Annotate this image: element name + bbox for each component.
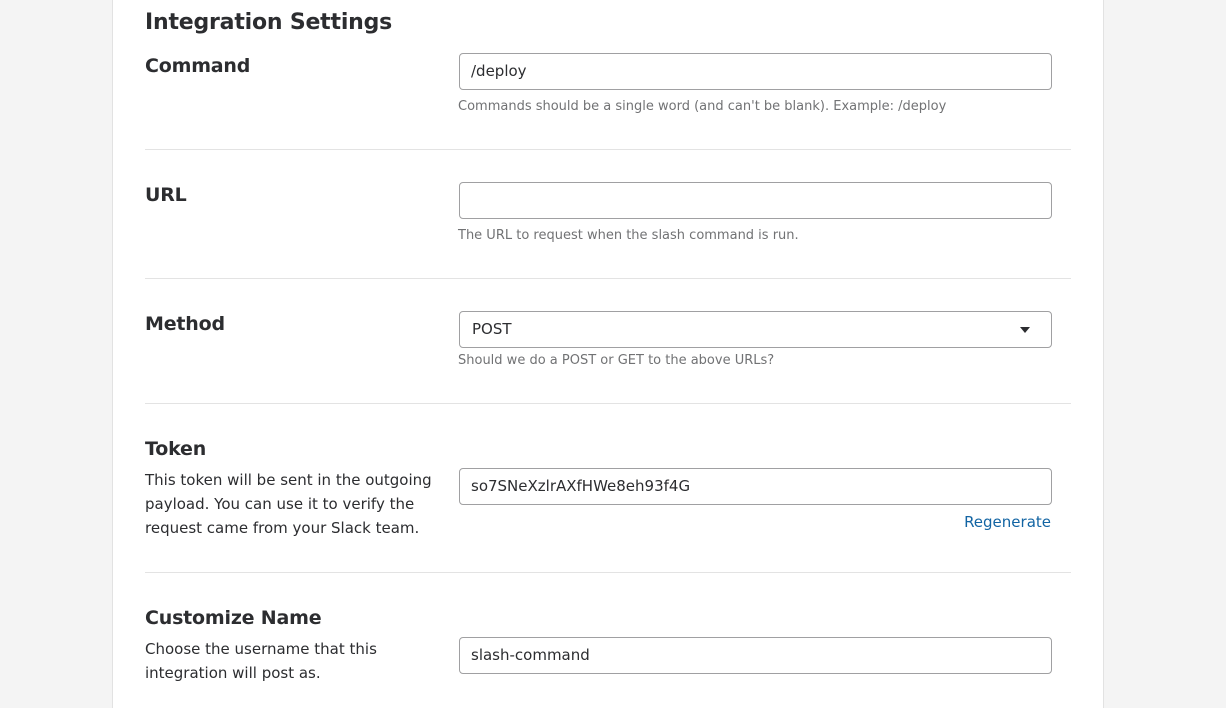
method-label: Method bbox=[145, 313, 225, 335]
customize-name-label: Customize Name bbox=[145, 607, 322, 629]
url-input[interactable] bbox=[459, 182, 1052, 219]
divider bbox=[145, 572, 1071, 573]
method-help: Should we do a POST or GET to the above URLs? bbox=[458, 353, 775, 368]
divider bbox=[145, 403, 1071, 404]
url-label: URL bbox=[145, 184, 187, 206]
command-label: Command bbox=[145, 55, 251, 77]
caret-down-icon bbox=[1020, 327, 1030, 333]
url-help: The URL to request when the slash command is run. bbox=[458, 228, 799, 243]
method-selected-value: POST bbox=[472, 320, 512, 338]
section-title: Integration Settings bbox=[145, 10, 393, 35]
divider bbox=[145, 278, 1071, 279]
command-input[interactable] bbox=[459, 53, 1052, 90]
token-description: This token will be sent in the outgoing payload. You can use it to verify the request came from your Slack team. bbox=[145, 471, 432, 537]
command-help: Commands should be a single word (and can't be blank). Example: /deploy bbox=[458, 99, 947, 114]
token-label: Token bbox=[145, 438, 207, 460]
customize-name-description: Choose the username that this integration will post as. bbox=[145, 640, 377, 682]
customize-name-input[interactable] bbox=[459, 637, 1052, 674]
token-input[interactable] bbox=[459, 468, 1052, 505]
regenerate-link[interactable]: Regenerate bbox=[964, 513, 1051, 531]
method-select[interactable] bbox=[459, 311, 1052, 348]
divider bbox=[145, 149, 1071, 150]
